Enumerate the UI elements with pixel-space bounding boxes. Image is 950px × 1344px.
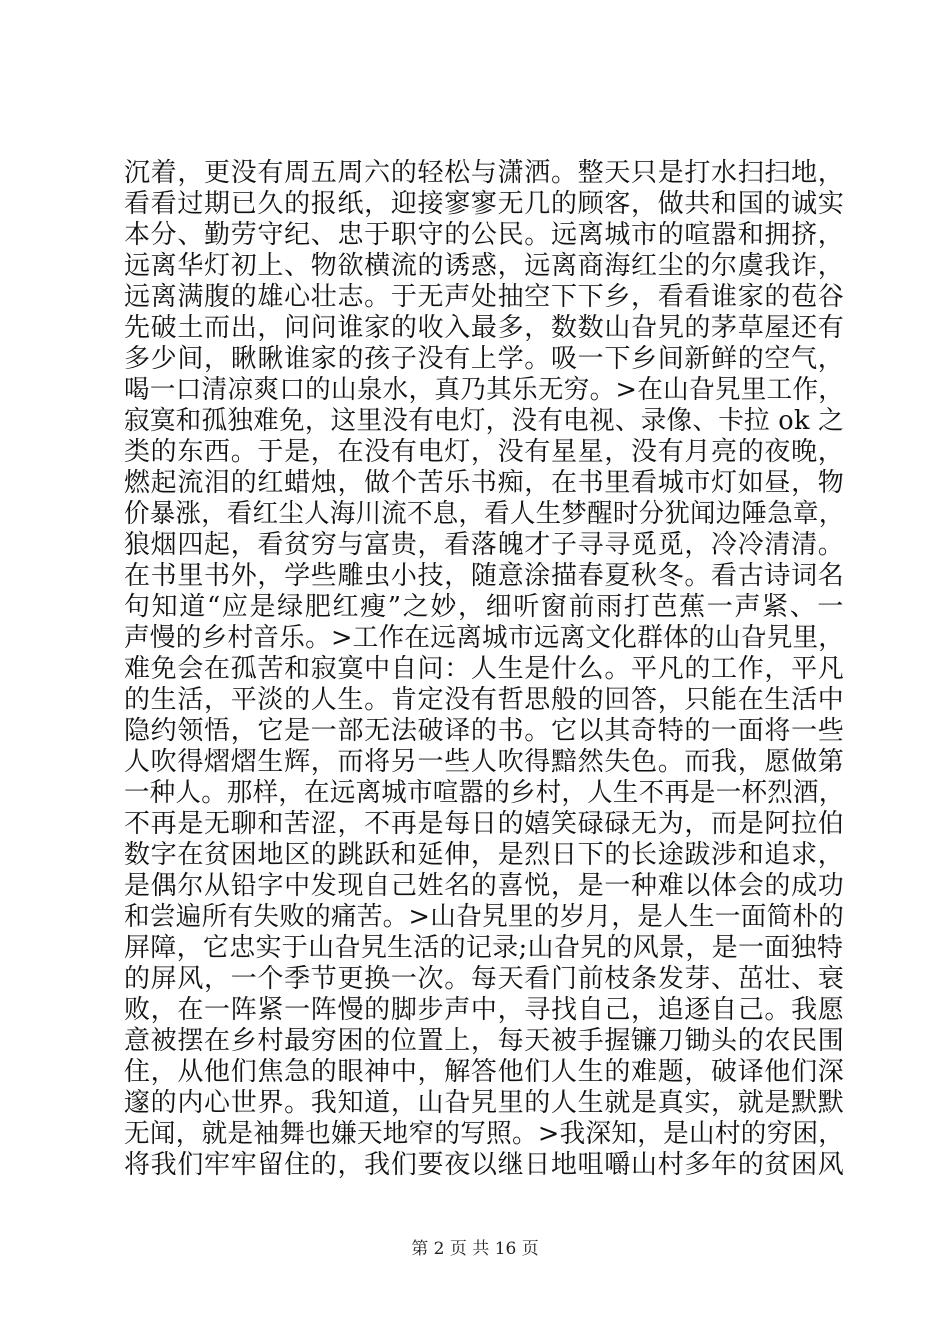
text-line: 人吹得熠熠生辉，而将另一些人吹得黯然失色。而我，愿做第 [124, 747, 845, 777]
text-line: 看看过期已久的报纸，迎接寥寥无几的顾客，做共和国的诚实 [124, 189, 845, 219]
text-line: 狼烟四起，看贫穷与富贵，看落魄才子寻寻觅觅，冷冷清清。 [124, 530, 845, 560]
text-line: 远离满腹的雄心壮志。于无声处抽空下下乡，看看谁家的苞谷 [124, 282, 845, 312]
text-line: 句知道“应是绿肥红瘦”之妙，细听窗前雨打芭蕉一声紧、一 [124, 592, 846, 622]
text-line: 邃的内心世界。我知道，山旮旯里的人生就是真实，就是默默 [124, 1088, 845, 1118]
text-line: 难免会在孤苦和寂寞中自问：人生是什么。平凡的工作，平凡 [124, 654, 845, 684]
text-line: 多少间，瞅瞅谁家的孩子没有上学。吸一下乡间新鲜的空气， [124, 344, 845, 374]
text-line: 败，在一阵紧一阵慢的脚步声中，寻找自己，追逐自己。我愿 [124, 995, 845, 1025]
text-line: 不再是无聊和苦涩，不再是每日的嬉笑碌碌无为，而是阿拉伯 [124, 809, 845, 839]
text-line: 住，从他们焦急的眼神中，解答他们人生的难题，破译他们深 [124, 1057, 845, 1087]
text-line: 屏障，它忠实于山旮旯生活的记录;山旮旯的风景，是一面独特 [124, 933, 844, 963]
text-line: 在书里书外，学些雕虫小技，随意涂描春夏秋冬。看古诗词名 [124, 561, 845, 591]
text-line: 类的东西。于是，在没有电灯，没有星星，没有月亮的夜晚， [124, 437, 845, 467]
text-line: 无闻，就是袖舞也嫌天地窄的写照。>我深知，是山村的穷困， [124, 1119, 845, 1149]
text-line: 声慢的乡村音乐。>工作在远离城市远离文化群体的山旮旯里， [124, 623, 845, 653]
text-line: 的屏风，一个季节更换一次。每天看门前枝条发芽、茁壮、衰 [124, 964, 845, 994]
body-text [124, 158, 844, 1181]
page-footer: 第 2 页 共 16 页 [411, 1239, 539, 1259]
text-line: 数字在贫困地区的跳跃和延伸，是烈日下的长途跋涉和追求， [124, 840, 845, 870]
text-line: 和尝遍所有失败的痛苦。>山旮旯里的岁月，是人生一面简朴的 [124, 902, 845, 932]
text-line: 先破土而出，问问谁家的收入最多，数数山旮旯的茅草屋还有 [124, 313, 845, 343]
text-line: 是偶尔从铅字中发现自己姓名的喜悦，是一种难以体会的成功 [124, 871, 845, 901]
text-line: 的生活，平淡的人生。肯定没有哲思般的回答，只能在生活中 [124, 685, 845, 715]
text-line: 价暴涨，看红尘人海川流不息，看人生梦醒时分犹闻边陲急章， [124, 499, 845, 529]
text-line: 隐约领悟，它是一部无法破译的书。它以其奇特的一面将一些 [124, 716, 845, 746]
text-line: 沉着，更没有周五周六的轻松与潇洒。整天只是打水扫扫地， [124, 158, 845, 188]
text-line: 将我们牢牢留住的，我们要夜以继日地咀嚼山村多年的贫困风 [124, 1150, 845, 1180]
text-line: 远离华灯初上、物欲横流的诱惑，远离商海红尘的尔虞我诈， [124, 251, 845, 281]
text-line: 燃起流泪的红蜡烛，做个苦乐书痴，在书里看城市灯如昼，物 [124, 468, 845, 498]
text-line: 意被摆在乡村最穷困的位置上，每天被手握镰刀锄头的农民围 [124, 1026, 845, 1056]
text-line: 一种人。那样，在远离城市喧嚣的乡村，人生不再是一杯烈酒， [124, 778, 845, 808]
text-line: 本分、勤劳守纪、忠于职守的公民。远离城市的喧嚣和拥挤， [124, 220, 845, 250]
text-line: 喝一口清凉爽口的山泉水，真乃其乐无穷。>在山旮旯里工作， [124, 375, 845, 405]
text-line: 寂寞和孤独难免，这里没有电灯，没有电视、录像、卡拉 ok 之 [124, 406, 844, 436]
